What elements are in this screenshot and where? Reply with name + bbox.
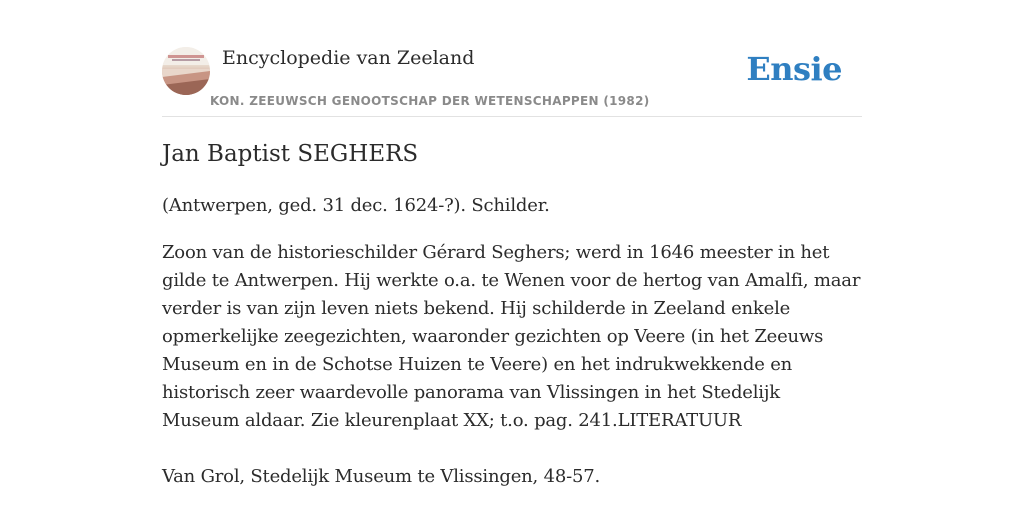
book-cover-thumbnail[interactable] bbox=[162, 47, 210, 95]
header bbox=[162, 0, 862, 117]
entry-literature: Van Grol, Stedelijk Museum te Vlissingen, 48-57. bbox=[162, 466, 600, 487]
entry-title: Jan Baptist SEGHERS bbox=[162, 141, 419, 167]
entry-intro: (Antwerpen, ged. 31 dec. 1624-?). Schilder. bbox=[162, 195, 550, 216]
publisher-label: KON. ZEEUWSCH GENOOTSCHAP DER WETENSCHAPPEN (1982) bbox=[210, 94, 650, 108]
entry-body: Zoon van de historieschilder Gérard Seghers; werd in 1646 meester in het gilde te Antwerpen. Hij werkte o.a. te Wenen voor de hertog van Amalfi, maar verder is van zijn leven niets bekend. Hij schilderde in Zeeland enkele opmerkelijke zeegezichten, waaronder gezichten op Veere (in het Zeeuws Museum en in de Schotse Huizen te Veere) en het indrukwekkende en historisch zeer waardevolle panorama van Vlissingen in het Stedelijk Museum aldaar. Zie kleurenplaat XX; t.o. pag. 241.LITERATUUR bbox=[162, 242, 861, 431]
page-container bbox=[162, 0, 862, 487]
book-title[interactable]: Encyclopedie van Zeeland bbox=[222, 47, 475, 69]
ensie-logo[interactable]: Ensie bbox=[746, 50, 842, 88]
